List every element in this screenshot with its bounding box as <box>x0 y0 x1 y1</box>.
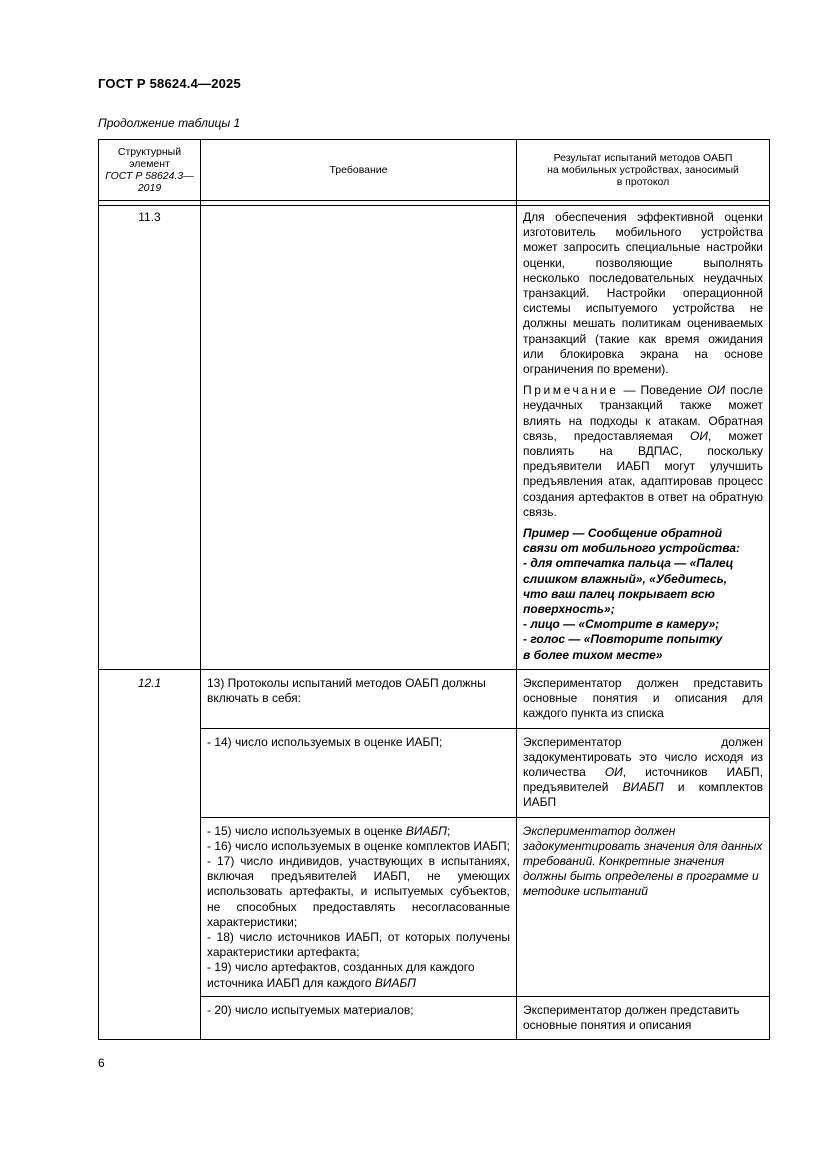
note-text: после неудачных транзакций также может влиять на подходы к атакам. Обратная связь, предоставляемая <box>523 383 763 443</box>
req-fragment-italic: ВИАБП <box>374 975 416 990</box>
requirement-cell <box>201 728 517 817</box>
example-line: - лицо — «Смотрите в камеру»; <box>523 617 720 632</box>
requirement-cell <box>201 996 517 1039</box>
element-cell <box>99 669 201 1039</box>
note-label: Примечание <box>523 383 619 398</box>
result-fragment: и комплектов ИАБП <box>523 780 763 810</box>
result-cell <box>517 669 770 728</box>
req-fragment-italic: ВИАБП <box>405 823 448 838</box>
result-fragment: , источников ИАБП, предъявителей <box>523 764 763 795</box>
result-cell <box>517 996 770 1039</box>
result-text <box>517 729 769 817</box>
note-text: , может повлиять на ВДПАС, поскольку предъявители ИАБП могут улучшить предъявления атак, адаптировав процесс создания артефактов в ответ на обратную связь. <box>523 428 764 519</box>
header-col3-line: Результат испытаний методов ОАБП <box>553 152 733 164</box>
requirement-cell <box>201 817 517 996</box>
header-col1-line: Структурный <box>117 146 182 158</box>
header-col1-line: ГОСТ Р 58624.3— <box>105 170 194 182</box>
example-line: что ваш палец покрывает всю <box>523 586 715 601</box>
element-id: 12.1 <box>137 675 162 690</box>
example-line: поверхность»; <box>523 602 615 617</box>
header-col3-line: в протокол <box>616 176 670 188</box>
requirement-item: - 18) число источников ИАБП, от которых получены характеристики артефакта; <box>207 929 510 960</box>
example-block <box>523 526 763 663</box>
requirement-item: - 17) число индивидов, участвующих в испытаниях, включая предъявителей ИАБП, не умеющих использовать артефакты, и испытуемых субъектов, не способных предоставлять несогласованные характеристики; <box>207 853 510 929</box>
example-line: связи от мобильного устройства: <box>523 541 740 556</box>
example-line: в более тихом месте» <box>523 647 663 662</box>
requirements-table <box>98 139 770 1040</box>
requirement-text: - 20) число испытуемых материалов; <box>207 1002 414 1017</box>
element-id: 11.3 <box>138 210 161 224</box>
result-text: Экспериментатор должен представить основные понятия и описания <box>523 1002 740 1032</box>
table-row <box>99 669 770 728</box>
req-fragment: - 15) число используемых в оценке <box>207 823 406 838</box>
requirement-item: - 16) число используемых в оценке комплектов ИАБП; <box>207 838 510 853</box>
requirement-text: 13) Протоколы испытаний методов ОАБП должны включать в себя: <box>207 675 486 706</box>
req-fragment: ; <box>447 823 451 838</box>
header-structural-element <box>99 140 201 201</box>
document-header-title: ГОСТ Р 58624.4—2025 <box>98 76 241 91</box>
result-fragment-italic: ОИ <box>604 764 623 779</box>
req-fragment: - 19) число артефактов, созданных для каждого источника ИАБП для каждого <box>207 960 475 990</box>
result-cell <box>517 817 770 996</box>
element-cell <box>99 206 201 670</box>
note-text-italic: ОИ <box>690 428 708 443</box>
example-line: - голос — «Повторите попытку <box>523 632 723 647</box>
note-text: — Поведение <box>618 383 708 398</box>
requirement-item <box>207 824 510 839</box>
requirement-item <box>207 960 510 990</box>
requirement-cell <box>201 669 517 728</box>
header-requirement: Требование <box>201 140 517 201</box>
result-cell <box>517 206 770 670</box>
header-col1-line: элемент <box>129 158 170 170</box>
result-text: Экспериментатор должен представить основные понятия и описания для каждого пункта из списка <box>523 675 763 721</box>
result-text: Экспериментатор должен задокументировать значения для данных требований. Конкретные значения должны быть определены в программе и методике испытаний <box>523 823 763 899</box>
table-header-row <box>99 140 770 201</box>
page-number: 6 <box>98 1056 105 1070</box>
example-line: Пример — Сообщение обратной <box>523 526 723 541</box>
result-fragment-italic: ВИАБП <box>622 780 664 795</box>
result-fragment: Экспериментатор должен задокументировать это число исходя из количества <box>523 734 763 779</box>
table-row <box>99 206 770 670</box>
header-col3-line: на мобильных устройствах, заносимый <box>547 164 739 176</box>
note-text-italic: ОИ <box>707 383 726 398</box>
note-paragraph <box>523 383 763 520</box>
example-line: слишком влажный», «Убедитесь, <box>523 571 728 586</box>
result-cell <box>517 728 770 817</box>
requirement-cell <box>201 206 517 670</box>
table-caption: Продолжение таблицы 1 <box>98 116 241 130</box>
requirement-text: - 14) число используемых в оценке ИАБП; <box>207 734 443 749</box>
header-col1-line: 2019 <box>137 182 162 194</box>
example-line: - для отпечатка пальца — «Палец <box>523 556 734 571</box>
result-paragraph: Для обеспечения эффективной оценки изготовитель мобильного устройства может запросить специальные настройки оценки, позволяющие выполнять несколько последовательных неудачных транзакций. Настройки операционной системы испытуемого устройства не должны мешать политикам оцениваемых транзакций (такие как время ожидания или блокировка экрана на основе ограничения по времени). <box>523 210 763 377</box>
header-test-result <box>517 140 770 201</box>
